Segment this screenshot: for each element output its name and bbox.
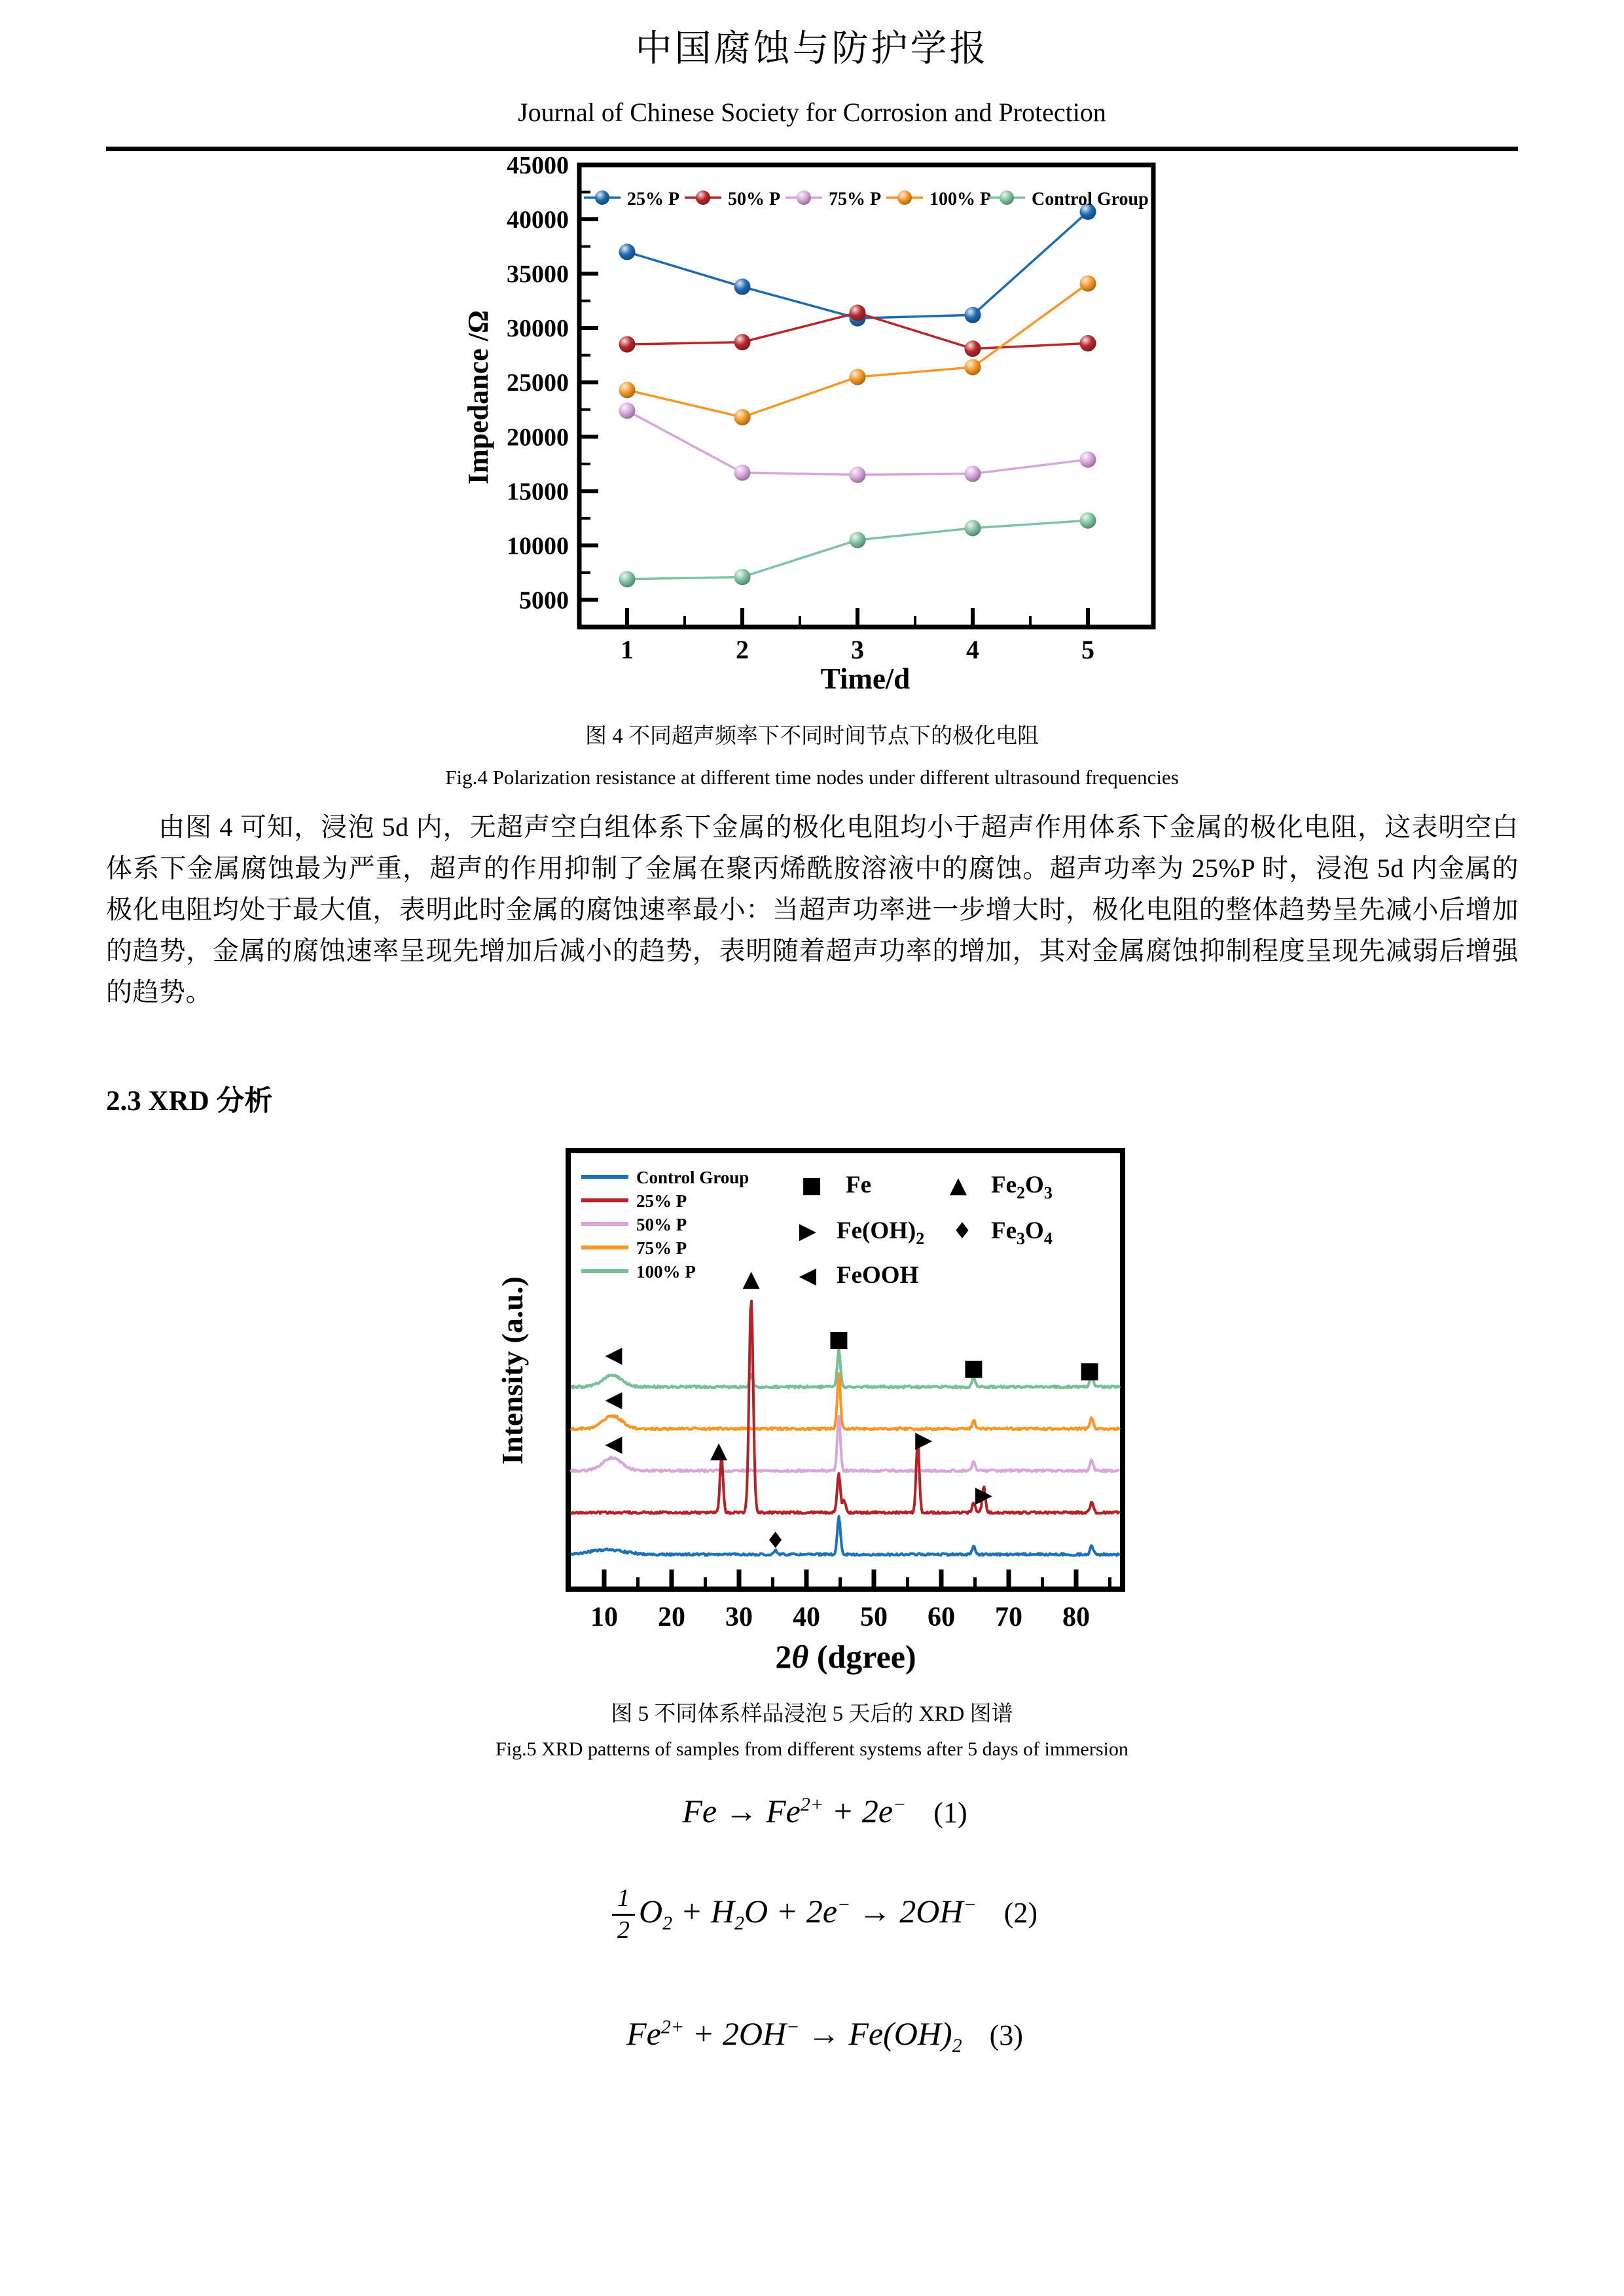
fig5-xtick-label: 10	[590, 1602, 618, 1632]
journal-title-chinese: 中国腐蚀与防护学报	[635, 29, 989, 69]
phase-symbol-Fe3O4: ♦	[952, 1218, 973, 1244]
equation-2-body: $\frac{1}{2}$ $O_2 + H_2O + 2e^- \to 2OH^-$	[612, 1893, 977, 1929]
equation-2-number: (2)	[1003, 1896, 1038, 1929]
fig4-impedance-chart	[419, 156, 1204, 706]
fig4-ytick-label: 45000	[507, 156, 569, 179]
fig5-xtick-label: 80	[1062, 1602, 1090, 1632]
section-heading: 2.3 XRD 分析	[106, 1086, 273, 1117]
phase-symbol-Fe: ■	[801, 1172, 823, 1198]
fig4-axes	[507, 156, 1153, 664]
phase-label-FeOOH: FeOOH	[837, 1262, 919, 1289]
fig4-series-75% P	[619, 403, 1096, 483]
fig5-curve-Control Group	[571, 1516, 1120, 1556]
fig4-ytick-label: 20000	[507, 423, 569, 452]
header-rule	[106, 147, 1518, 151]
fig5-phase-legend	[799, 1172, 1053, 1289]
fig5-xlabel: 2θ (dgree)	[775, 1638, 916, 1675]
fig5-legend-label: 25% P	[636, 1191, 687, 1211]
fig5-caption-english: Fig.5 XRD patterns of samples from different systems after 5 days of immersion	[496, 1738, 1128, 1760]
fig4-legend-label: Control Group	[1032, 189, 1149, 209]
fig4-ytick-label: 5000	[519, 586, 569, 615]
fig4-xtick-label: 2	[736, 635, 749, 664]
annotation-marker: ■	[1079, 1357, 1100, 1384]
fig4-ytick-label: 35000	[507, 260, 569, 289]
phase-symbol-FeOOH: ◀	[799, 1263, 817, 1289]
fig4-xlabel: Time/d	[820, 662, 911, 695]
fig5-xtick-label: 60	[928, 1602, 955, 1632]
fig5-curve-75% P	[571, 1374, 1120, 1430]
equation-1-number: (1)	[933, 1797, 967, 1829]
fig4-xtick-label: 5	[1081, 635, 1094, 664]
equation-1-body: $Fe \to Fe^{2+} + 2e^-$	[682, 1793, 907, 1829]
fig4-legend-label: 25% P	[627, 189, 680, 209]
annotation-marker: ■	[828, 1326, 850, 1352]
fig5-caption-chinese: 图 5 不同体系样品浸泡 5 天后的 XRD 图谱	[611, 1702, 1013, 1726]
fig4-xtick-label: 3	[851, 635, 864, 664]
fig5-curve-100% P	[571, 1349, 1120, 1388]
fig5-curve-50% P	[571, 1416, 1120, 1472]
fig5-legend-label: Control Group	[636, 1168, 749, 1187]
annotation-marker: ♦	[765, 1528, 785, 1554]
equation-3	[419, 2015, 1231, 2057]
fig5-xtick-label: 70	[995, 1602, 1022, 1632]
fig5-xtick-label: 20	[658, 1602, 685, 1632]
fig5-xtick-label: 40	[793, 1602, 820, 1632]
annotation-marker: ◀	[605, 1386, 623, 1412]
fig5-legend	[581, 1168, 749, 1282]
fig4-ytick-label: 40000	[507, 206, 569, 234]
annotation-marker: ▶	[915, 1427, 933, 1453]
fig4-xtick-label: 4	[966, 635, 979, 664]
fig4-legend	[584, 189, 1149, 209]
equation-2	[419, 1885, 1231, 1945]
fig4-legend-label: 100% P	[929, 189, 992, 209]
equation-3-number: (3)	[989, 2019, 1023, 2051]
fig4-caption-english: Fig.4 Polarization resistance at different time nodes under different ultrasound frequencies	[445, 766, 1179, 789]
fig4-ytick-label: 25000	[507, 369, 569, 397]
fig4-ytick-label: 15000	[507, 478, 569, 506]
fig5-xtick-label: 30	[725, 1602, 753, 1632]
journal-title-english: Journal of Chinese Society for Corrosion and Protection	[518, 98, 1106, 127]
phase-symbol-Fe(OH)2: ▶	[799, 1218, 817, 1244]
fig4-series-Control Group	[619, 512, 1096, 588]
annotation-marker: ▲	[742, 1266, 760, 1292]
fig4-legend-label: 50% P	[728, 189, 781, 209]
fig4-caption-chinese: 图 4 不同超声频率下不同时间节点下的极化电阻	[585, 725, 1039, 748]
fig5-xtick-label: 50	[860, 1602, 888, 1632]
phase-label-Fe: Fe	[846, 1172, 872, 1198]
fig4-ylabel: Impedance /Ω	[462, 310, 494, 485]
phase-label-Fe2O3: $Fe_2O_3$	[991, 1172, 1053, 1202]
fig5-legend-label: 100% P	[636, 1262, 696, 1282]
fig5-xrd-chart	[445, 1138, 1204, 1681]
annotation-marker: ◀	[605, 1342, 623, 1368]
phase-symbol-Fe2O3: ▲	[949, 1172, 967, 1198]
fig5-ylabel: Intensity (a.u.)	[496, 1276, 529, 1465]
fig4-ytick-label: 10000	[507, 532, 569, 560]
fig4-xtick-label: 1	[621, 635, 634, 664]
phase-label-Fe3O4: $Fe_3O_4$	[991, 1217, 1053, 1248]
fig5-legend-label: 75% P	[636, 1238, 687, 1258]
annotation-marker: ◀	[605, 1431, 623, 1457]
fig4-legend-label: 75% P	[829, 189, 882, 209]
annotation-marker: ■	[963, 1355, 984, 1381]
fig4-ytick-label: 30000	[507, 315, 569, 343]
fig4-series-100% P	[619, 276, 1096, 425]
body-paragraph: 由图 4 可知，浸泡 5d 内，无超声空白组体系下金属的极化电阻均小于超声作用体系下金属的极化电阻，这表明空白体系下金属腐蚀最为严重，超声的作用抑制了金属在聚丙烯酰胺溶液中的腐蚀。超声功率为 25%P 时，浸泡 5d 内金属的极化电阻均处于最大值，表明此时金属的腐蚀速率最小：当超声功率进一步增大时，极化电阻的整体趋势呈先减小后增加的趋势，金属的腐蚀速率呈现先增加后减小的趋势，表明随着超声功率的增加，其对金属腐蚀抑制程度呈现先减弱后增强的趋势。	[106, 812, 1519, 1007]
annotation-marker: ▲	[710, 1437, 728, 1463]
equation-1	[419, 1792, 1231, 1830]
equation-3-body: $Fe^{2+} + 2OH^- \to Fe(OH)_2$	[626, 2015, 962, 2056]
phase-label-Fe(OH)2: $Fe(OH)_2$	[837, 1217, 925, 1248]
fig5-legend-label: 50% P	[636, 1215, 687, 1234]
annotation-marker: ▶	[975, 1482, 992, 1508]
